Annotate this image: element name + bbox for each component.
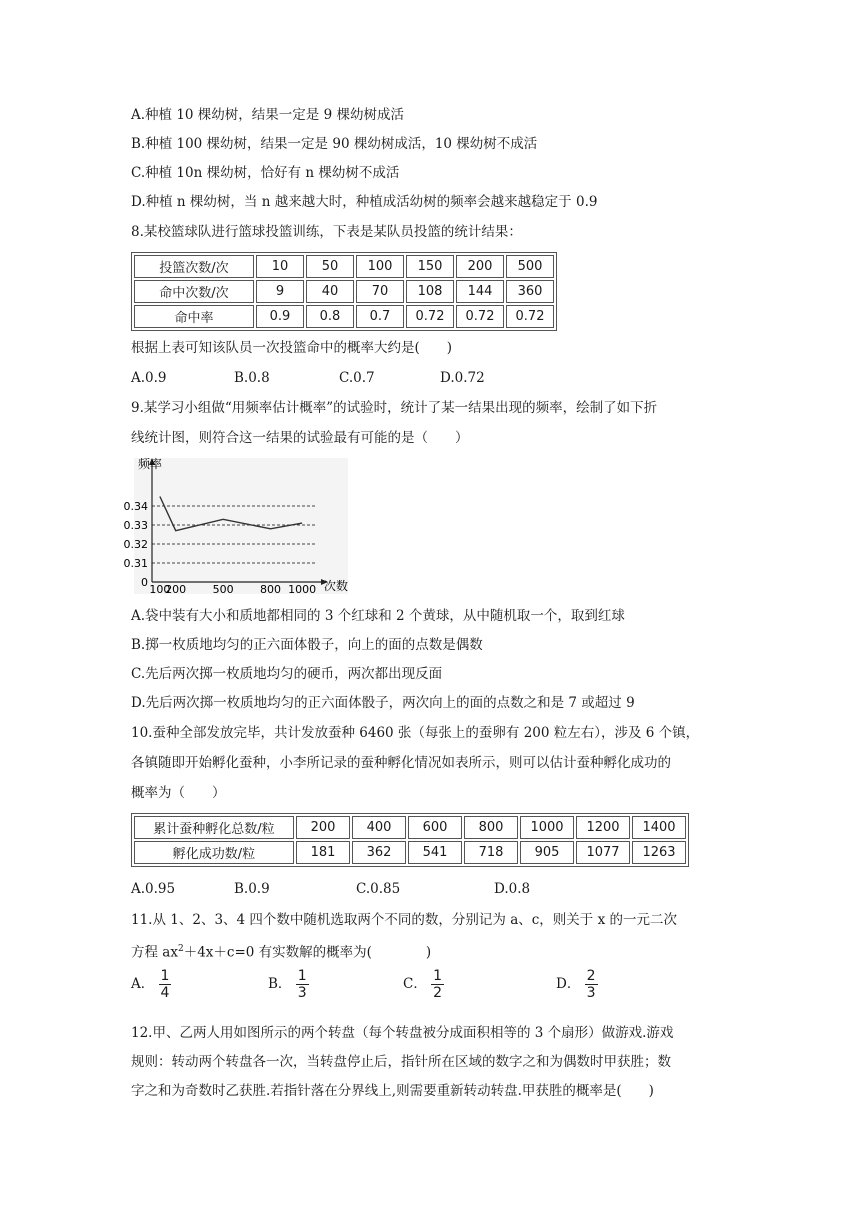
q10-table-cell: 400	[352, 816, 406, 839]
q9-stem-line2: 线统计图，则符合这一结果的试验最有可能的是（ ）	[131, 430, 469, 446]
q8-option-d: D.0.72	[440, 370, 485, 386]
origin-label: 0	[141, 576, 148, 589]
q10-stem-line3: 概率为（ ）	[131, 785, 226, 801]
q11-option-b-fraction: $\frac{1}{3}$	[297, 968, 307, 1001]
q11-option-c	[403, 968, 444, 1001]
x-tick-label: 200	[165, 583, 187, 596]
q11-equation-suffix: ＋4x＋c=0 有实数解的概率为( )	[183, 944, 432, 961]
x-tick-label: 800	[260, 583, 281, 596]
x-tick-label: 100	[149, 583, 171, 596]
q8-table-cell: 500	[506, 255, 554, 278]
y-tick-label: 0.33	[123, 519, 148, 532]
q8-table-row-header: 投篮次数/次	[134, 255, 254, 278]
q7-option-b: B.种植 100 棵幼树，结果一定是 90 棵幼树成活，10 棵幼树不成活	[131, 136, 538, 152]
q10-table-row-header: 累计蚕种孵化总数/粒	[134, 816, 294, 839]
q8-table-cell: 0.9	[256, 305, 304, 328]
q10-table-cell: 1077	[576, 841, 630, 864]
q10-table-cell: 1000	[520, 816, 574, 839]
frequency-line-chart	[123, 454, 352, 596]
q8-table-cell: 50	[306, 255, 354, 278]
q10-stem-line2: 各镇随即开始孵化蚕种，小李所记录的蚕种孵化情况如表所示，则可以估计蚕种孵化成功的	[131, 755, 671, 771]
q11-option-a	[131, 968, 171, 1001]
q11-equation-exponent: 2	[177, 944, 184, 954]
q10-option-c: C.0.85	[356, 881, 401, 897]
q8-table-cell: 360	[506, 280, 554, 303]
q9-option-d: D.先后两次掷一枚质地均匀的正六面体骰子，两次向上的面的点数之和是 7 或超过 9	[131, 695, 635, 711]
q10-stem-line1: 10.蚕种全部发放完毕，共计发放蚕种 6460 张（每张上的蚕卵有 200 粒左右），涉及 6 个镇，	[131, 725, 700, 741]
q8-table-cell: 200	[456, 255, 504, 278]
q8-table-cell: 108	[406, 280, 454, 303]
q8-table-cell: 144	[456, 280, 504, 303]
q10-table-cell: 200	[296, 816, 350, 839]
q11-stem-line2	[131, 939, 431, 963]
q12-stem-line3: 字之和为奇数时乙获胜.若指针落在分界线上,则需要重新转动转盘.甲获胜的概率是( )	[131, 1083, 654, 1099]
q8-table-cell: 70	[356, 280, 404, 303]
q10-table-row-header: 孵化成功数/粒	[134, 841, 294, 864]
q10-option-a: A.0.95	[131, 881, 176, 897]
q8-table-cell: 0.7	[356, 305, 404, 328]
q8-table-cell: 0.8	[306, 305, 354, 328]
q8-table-row-header: 命中次数/次	[134, 280, 254, 303]
q10-table-row	[134, 841, 686, 864]
q12-stem-line2: 规则：转动两个转盘各一次，当转盘停止后，指针所在区域的数字之和为偶数时甲获胜；数	[131, 1054, 671, 1070]
q10-table-cell: 905	[520, 841, 574, 864]
q9-option-c: C.先后两次掷一枚质地均匀的硬币，两次都出现反面	[131, 666, 443, 682]
q11-option-a-label: A．	[131, 976, 155, 992]
q7-option-c: C.种植 10n 棵幼树，恰好有 n 棵幼树不成活	[131, 165, 400, 181]
q12-stem-line1: 12.甲、乙两人用如图所示的两个转盘（每个转盘被分成面积相等的 3 个扇形）做游戏.游戏	[131, 1025, 674, 1041]
q10-table-cell: 362	[352, 841, 406, 864]
q10-table-cell: 181	[296, 841, 350, 864]
y-tick-label: 0.31	[123, 557, 148, 570]
q11-stem-line1: 11.从 1、2、3、4 四个数中随机选取两个不同的数，分别记为 a、c，则关于 x 的一元二次	[131, 912, 678, 928]
y-tick-label: 0.34	[123, 500, 148, 513]
q10-table-cell: 800	[464, 816, 518, 839]
q11-option-b	[268, 968, 309, 1001]
q8-table-row-header: 命中率	[134, 305, 254, 328]
q9-stem-line1: 9.某学习小组做“用频率估计概率”的试验时，统计了某一结果出现的频率，绘制了如下折	[131, 400, 658, 416]
q10-table-cell: 718	[464, 841, 518, 864]
q8-table-cell: 150	[406, 255, 454, 278]
q8-question: 根据上表可知该队员一次投篮命中的概率大约是( )	[131, 340, 453, 356]
q8-table-cell: 0.72	[406, 305, 454, 328]
q9-option-a: A.袋中装有大小和质地都相同的 3 个红球和 2 个黄球，从中随机取一个，取到红球	[131, 608, 625, 624]
q8-table-cell: 0.72	[506, 305, 554, 328]
q8-table-cell: 100	[356, 255, 404, 278]
x-tick-label: 500	[212, 583, 234, 596]
q10-option-d: D.0.8	[494, 881, 531, 897]
q8-table-row	[134, 305, 554, 328]
q8-table-row	[134, 280, 554, 303]
q8-stem: 8.某校篮球队进行篮球投篮训练，下表是某队员投篮的统计结果：	[131, 224, 522, 240]
x-tick-label: 1000	[288, 583, 317, 596]
chart-background	[134, 458, 348, 594]
q8-option-b: B.0.8	[234, 370, 270, 386]
q10-option-b: B.0.9	[234, 881, 270, 897]
q8-table-cell: 10	[256, 255, 304, 278]
q11-option-c-fraction: $\frac{1}{2}$	[433, 968, 443, 1001]
q8-statistics-table	[131, 252, 557, 331]
y-axis-label: 频率	[138, 457, 163, 471]
q10-table-cell: 1400	[632, 816, 686, 839]
q8-table-cell: 0.72	[456, 305, 504, 328]
q10-table-cell: 541	[408, 841, 462, 864]
q11-option-a-fraction: $\frac{1}{4}$	[160, 968, 170, 1001]
q8-table-cell: 40	[306, 280, 354, 303]
q11-option-b-label: B．	[268, 976, 292, 992]
q8-table-cell: 9	[256, 280, 304, 303]
q11-option-c-label: C．	[403, 976, 427, 992]
q8-option-c: C.0.7	[339, 370, 375, 386]
q8-option-a: A.0.9	[131, 370, 167, 386]
q11-option-d	[556, 968, 598, 1001]
q10-table-row	[134, 816, 686, 839]
q8-table-row	[134, 255, 554, 278]
q11-option-d-fraction: $\frac{2}{3}$	[586, 968, 596, 1001]
q10-table-cell: 1200	[576, 816, 630, 839]
q7-option-d: D.种植 n 棵幼树，当 n 越来越大时，种植成活幼树的频率会越来越稳定于 0.9	[131, 194, 598, 210]
x-axis-label: 次数	[324, 579, 349, 593]
y-tick-label: 0.32	[123, 538, 148, 551]
q10-table-cell: 600	[408, 816, 462, 839]
q11-option-d-label: D．	[556, 976, 581, 992]
q11-equation-prefix: 方程 ax	[131, 944, 178, 961]
q10-hatching-table	[131, 813, 689, 867]
q9-option-b: B.掷一枚质地均匀的正六面体骰子，向上的面的点数是偶数	[131, 637, 483, 653]
q7-option-a: A.种植 10 棵幼树，结果一定是 9 棵幼树成活	[131, 107, 404, 123]
q10-table-cell: 1263	[632, 841, 686, 864]
